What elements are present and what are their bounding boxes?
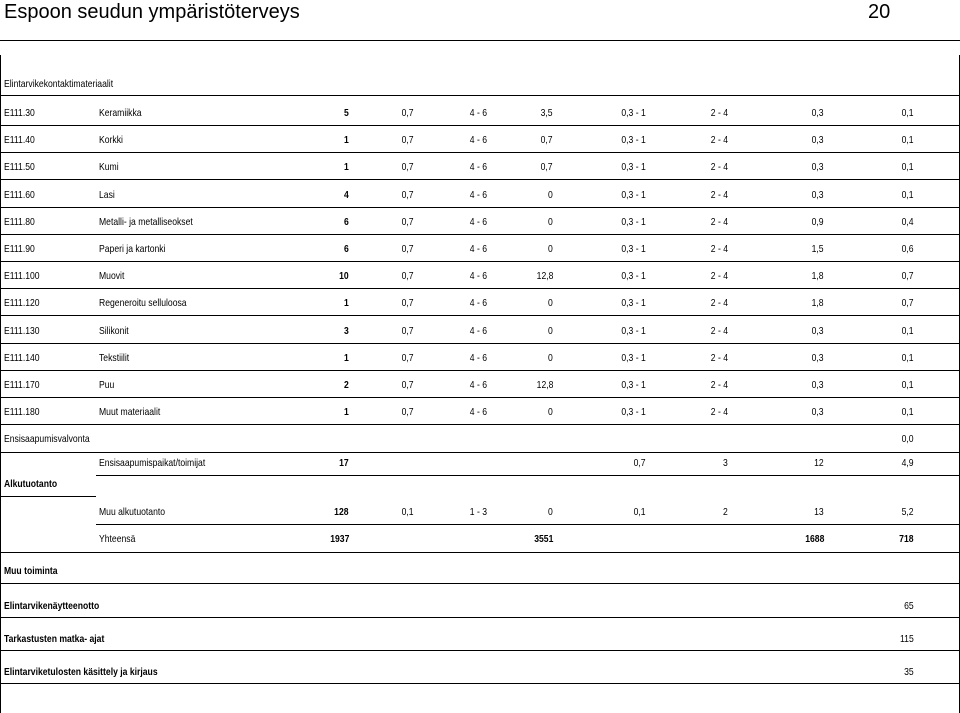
row-count: 10 [339, 270, 349, 283]
row-value: 4 - 6 [469, 243, 487, 255]
alku-row-count: 17 [339, 457, 349, 469]
row-divider [0, 288, 960, 289]
bottom-row-label: Elintarviketulosten käsittely ja kirjaus [4, 666, 158, 678]
bottom-row-value: 115 [900, 633, 914, 645]
row-divider [0, 234, 960, 235]
row-value: 0 [548, 324, 553, 337]
row-count: 5 [344, 107, 349, 119]
row-divider [0, 424, 960, 425]
row-value: 2 - 4 [710, 379, 728, 391]
row-divider [0, 617, 960, 618]
row-value: 0,1 [902, 406, 914, 419]
alku-row-count: 128 [334, 506, 349, 518]
row-value: 0,1 [902, 324, 914, 337]
row-value: 0,1 [902, 161, 914, 174]
row-value: 0,7 [402, 351, 414, 364]
row-value: 3,5 [541, 107, 553, 119]
row-divider [0, 125, 960, 126]
row-value: 4 - 6 [469, 107, 487, 119]
row-value: 0,6 [902, 243, 914, 255]
column-divider [0, 55, 1, 713]
row-count: 6 [344, 215, 349, 228]
row-value: 1,8 [812, 297, 824, 310]
row-value: 4 - 6 [469, 379, 487, 391]
row-value: 2 - 4 [710, 107, 728, 119]
alku-row-name: Ensisaapumispaikat/toimijat [99, 457, 206, 469]
alku-total: 718 [899, 533, 914, 545]
row-value: 4 - 6 [469, 406, 487, 419]
alku-row-value: 5,2 [902, 506, 914, 518]
row-divider [0, 452, 960, 453]
bottom-row-value: 65 [904, 600, 914, 612]
alku-row-value: 0,7 [634, 457, 646, 469]
row-value: 0,3 [812, 161, 824, 174]
row-value: 0,7 [541, 161, 553, 174]
row-value: 0,7 [902, 297, 914, 310]
bottom-row-label: Elintarvikenäytteenotto [4, 600, 100, 612]
row-value: 4 - 6 [469, 270, 487, 283]
row-value: 4 - 6 [469, 134, 487, 147]
row-value: 0,7 [402, 297, 414, 310]
muu-toiminta-label: Muu toiminta [4, 565, 58, 577]
alkutuotanto-label: Alkutuotanto [4, 478, 58, 490]
row-value: 0,7 [402, 107, 414, 119]
ensisaapumis-value: 0,0 [902, 433, 914, 446]
row-value: 2 - 4 [710, 134, 728, 147]
row-value: 0,3 - 1 [621, 270, 646, 283]
row-value: 0 [548, 215, 553, 228]
row-value: 4 - 6 [469, 161, 487, 174]
row-divider [0, 343, 960, 344]
row-value: 0,3 - 1 [621, 324, 646, 337]
row-value: 0 [548, 188, 553, 201]
row-value: 2 - 4 [710, 270, 728, 283]
row-value: 0,3 [812, 324, 824, 337]
row-value: 12,8 [536, 379, 553, 391]
row-count: 6 [344, 243, 349, 255]
row-value: 4 - 6 [469, 351, 487, 364]
data-table [0, 40, 960, 713]
row-value: 0,3 - 1 [621, 134, 646, 147]
row-count: 1 [344, 351, 349, 364]
row-divider [0, 315, 960, 316]
alku-row-name: Muu alkutuotanto [99, 506, 166, 518]
row-value: 2 - 4 [710, 324, 728, 337]
row-value: 0,1 [902, 134, 914, 147]
alku-row-value: 0,1 [402, 506, 414, 518]
alku-total: 1937 [329, 533, 349, 545]
row-count: 1 [344, 406, 349, 419]
row-count: 1 [344, 161, 349, 174]
row-code: E111.120 [4, 297, 40, 310]
row-value: 2 - 4 [710, 215, 728, 228]
row-value: 0,3 [812, 406, 824, 419]
row-value: 12,8 [536, 270, 553, 283]
row-divider [0, 650, 960, 651]
row-value: 2 - 4 [710, 188, 728, 201]
row-count: 2 [344, 379, 349, 391]
document-title: Espoon seudun ympäristöterveys [4, 1, 300, 23]
row-name: Muut materiaalit [99, 406, 161, 419]
row-count: 3 [344, 324, 349, 337]
row-divider [0, 552, 960, 553]
row-code: E111.100 [4, 270, 40, 283]
alku-row-name: Yhteensä [99, 533, 136, 545]
row-value: 0,7 [902, 270, 914, 283]
row-count: 1 [344, 134, 349, 147]
row-value: 2 - 4 [710, 406, 728, 419]
row-code: E111.60 [4, 188, 35, 201]
row-value: 0 [548, 243, 553, 255]
row-divider [0, 261, 960, 262]
row-value: 0,4 [902, 215, 914, 228]
row-code: E111.140 [4, 351, 40, 364]
row-value: 0,3 - 1 [621, 161, 646, 174]
section-title: Elintarvikekontaktimateriaalit [4, 78, 114, 90]
row-name: Muovit [99, 270, 125, 283]
bottom-row-value: 35 [904, 666, 914, 678]
row-divider [0, 152, 960, 153]
row-value: 2 - 4 [710, 351, 728, 364]
row-value: 0,3 - 1 [621, 107, 646, 119]
row-divider [0, 397, 960, 398]
ensisaapumis-label: Ensisaapumisvalvonta [4, 433, 90, 446]
row-code: E111.40 [4, 134, 35, 147]
alku-row-value: 0 [548, 506, 553, 518]
row-value: 0,7 [402, 134, 414, 147]
row-value: 0,3 - 1 [621, 215, 646, 228]
row-value: 0,7 [402, 215, 414, 228]
row-value: 0,7 [402, 406, 414, 419]
alku-row-value: 3 [723, 457, 728, 469]
row-name: Silikonit [99, 324, 129, 337]
row-value: 2 - 4 [710, 161, 728, 174]
row-name: Korkki [99, 134, 123, 147]
row-value: 2 - 4 [710, 297, 728, 310]
row-divider [0, 179, 960, 180]
row-count: 4 [344, 188, 349, 201]
row-value: 0,7 [402, 161, 414, 174]
alku-row-value: 2 [723, 506, 728, 518]
alku-row-value: 13 [814, 506, 824, 518]
row-value: 0,7 [402, 188, 414, 201]
row-value: 0 [548, 351, 553, 364]
row-divider [0, 496, 96, 497]
alku-row-value: 0,1 [634, 506, 646, 518]
bottom-row-label: Tarkastusten matka- ajat [4, 633, 105, 645]
row-value: 4 - 6 [469, 297, 487, 310]
row-value: 1,5 [812, 243, 824, 255]
page-number: 20 [868, 1, 891, 23]
row-value: 0,3 [812, 134, 824, 147]
row-divider [0, 95, 960, 96]
row-value: 0,3 - 1 [621, 188, 646, 201]
row-name: Lasi [99, 188, 115, 201]
row-value: 0,3 [812, 107, 824, 119]
alku-total: 3551 [533, 533, 553, 545]
row-value: 2 - 4 [710, 243, 728, 255]
row-code: E111.130 [4, 324, 40, 337]
alku-row-value: 12 [814, 457, 824, 469]
row-value: 0,3 - 1 [621, 243, 646, 255]
row-code: E111.30 [4, 107, 35, 119]
row-value: 0,7 [402, 270, 414, 283]
row-divider [96, 475, 960, 476]
row-value: 0,3 - 1 [621, 379, 646, 391]
alku-total: 1688 [804, 533, 824, 545]
row-value: 0,7 [402, 379, 414, 391]
row-value: 0,3 [812, 379, 824, 391]
row-name: Puu [99, 379, 115, 391]
row-divider [0, 583, 960, 584]
row-code: E111.80 [4, 215, 35, 228]
row-count: 1 [344, 297, 349, 310]
row-code: E111.170 [4, 379, 40, 391]
row-divider [0, 370, 960, 371]
row-divider [96, 524, 960, 525]
row-value: 0,3 - 1 [621, 351, 646, 364]
row-code: E111.50 [4, 161, 35, 174]
row-value: 0,1 [902, 107, 914, 119]
row-name: Tekstiilit [99, 351, 130, 364]
row-value: 0,3 [812, 188, 824, 201]
row-value: 0,1 [902, 188, 914, 201]
row-name: Paperi ja kartonki [99, 243, 166, 255]
row-value: 0 [548, 406, 553, 419]
row-code: E111.180 [4, 406, 40, 419]
row-name: Metalli- ja metalliseokset [99, 215, 193, 228]
row-value: 4 - 6 [469, 324, 487, 337]
row-value: 1,8 [812, 270, 824, 283]
row-name: Kumi [99, 161, 119, 174]
row-value: 0,3 - 1 [621, 297, 646, 310]
row-value: 4 - 6 [469, 215, 487, 228]
row-value: 0,3 [812, 351, 824, 364]
row-value: 0,9 [812, 215, 824, 228]
row-value: 0 [548, 297, 553, 310]
row-value: 0,3 - 1 [621, 406, 646, 419]
row-value: 0,1 [902, 351, 914, 364]
row-value: 0,7 [402, 243, 414, 255]
row-value: 0,7 [541, 134, 553, 147]
row-divider [0, 683, 960, 684]
row-name: Regeneroitu selluloosa [99, 297, 187, 310]
row-code: E111.90 [4, 243, 35, 255]
alku-row-value: 1 - 3 [469, 506, 487, 518]
row-value: 0,1 [902, 379, 914, 391]
row-name: Keramiikka [99, 107, 142, 119]
row-value: 4 - 6 [469, 188, 487, 201]
row-value: 0,7 [402, 324, 414, 337]
row-divider [0, 207, 960, 208]
alku-row-value: 4,9 [902, 457, 914, 469]
page-header [0, 0, 960, 40]
